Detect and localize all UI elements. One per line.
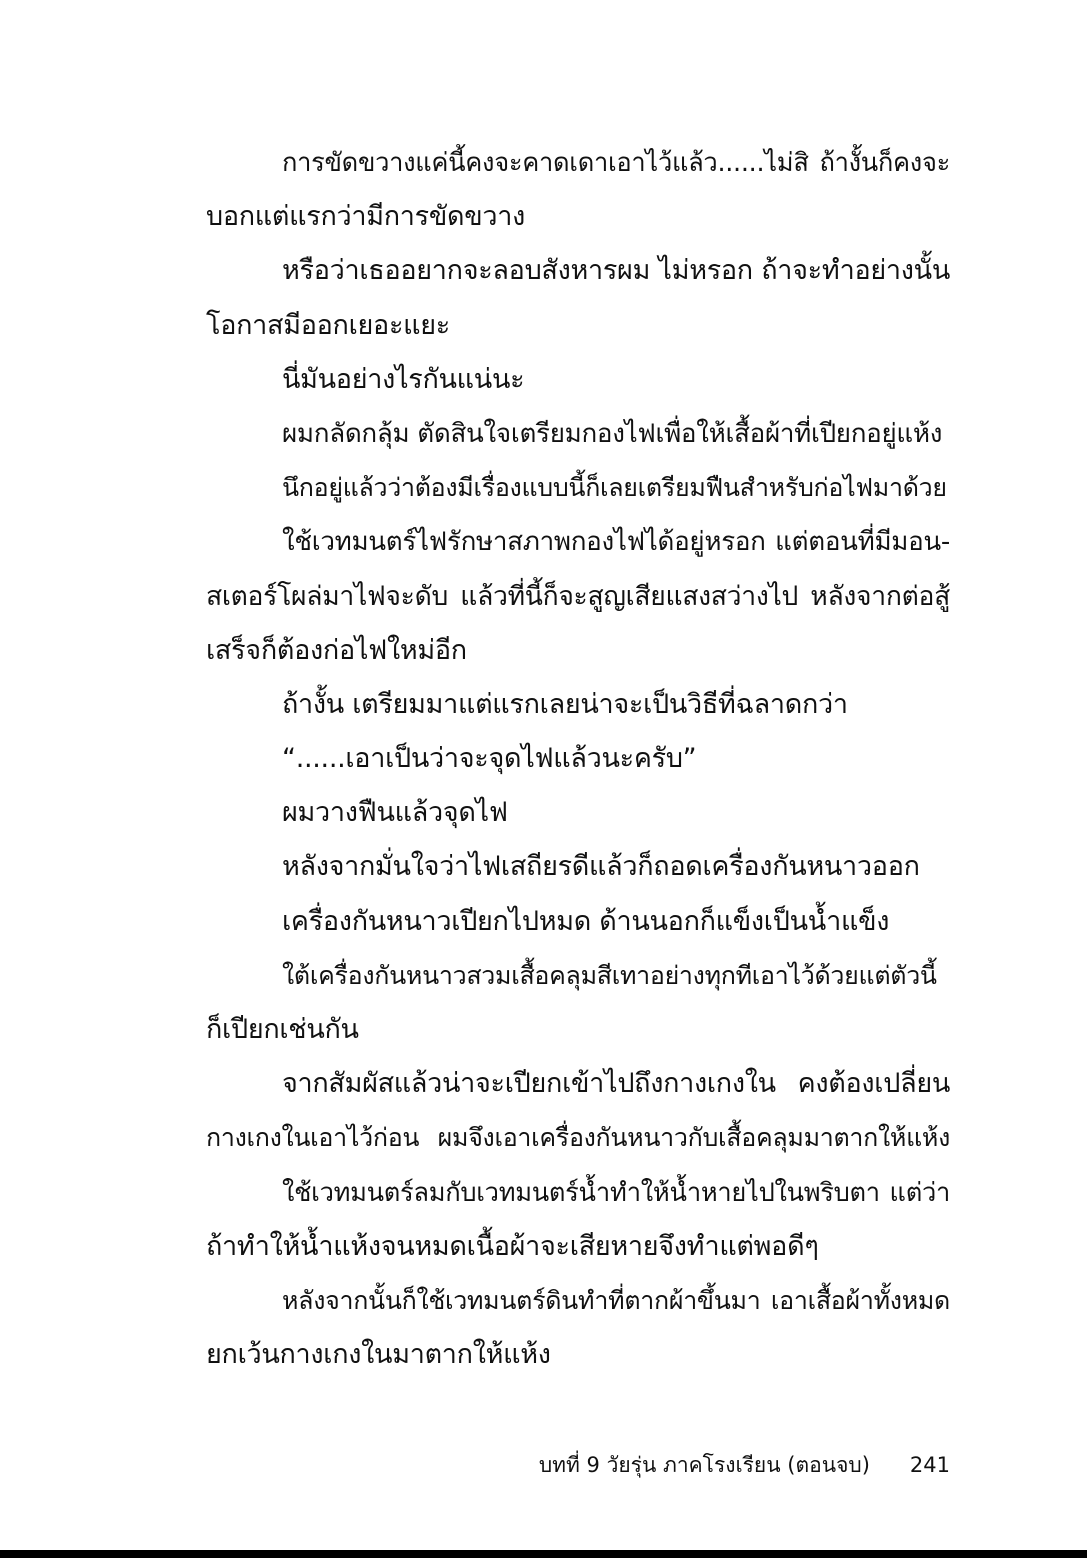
text-line: โอกาสมีออกเยอะแยะ	[206, 309, 450, 341]
text-line: จากสัมผัสแล้วน่าจะเปียกเข้าไปถึงกางเกงใน คงต้องเปลี่ยน	[282, 1068, 950, 1100]
text-line: นึกอยู่แล้วว่าต้องมีเรื่องแบบนี้ก็เลยเตรียมฟืนสำหรับก่อไฟมาด้วย	[282, 473, 947, 503]
text-line: ก็เปียกเช่นกัน	[206, 1014, 359, 1045]
bottom-edge-bar	[0, 1550, 1087, 1558]
text-line: เสร็จก็ต้องก่อไฟใหม่อีก	[206, 634, 467, 666]
text-line: ถ้าทำให้น้ำแห้งจนหมดเนื้อผ้าจะเสียหายจึงทำแต่พอดีๆ	[206, 1230, 819, 1262]
text-line: กางเกงในเอาไว้ก่อน ผมจึงเอาเครื่องกันหนาวกับเสื้อคลุมมาตากให้แห้ง	[206, 1123, 950, 1153]
text-line: ใช้เวทมนตร์ลมกับเวทมนตร์น้ำทำให้น้ำหายไปในพริบตา แต่ว่า	[282, 1177, 950, 1208]
text-line: สเตอร์โผล่มาไฟจะดับ แล้วที่นี้ก็จะสูญเสียแสงสว่างไป หลังจากต่อสู้	[206, 580, 950, 612]
text-line: หรือว่าเธออยากจะลอบสังหารผม ไม่หรอก ถ้าจะทำอย่างนั้น	[282, 255, 950, 287]
text-line: ยกเว้นกางเกงในมาตากให้แห้ง	[206, 1339, 551, 1371]
text-line: บอกแต่แรกว่ามีการขัดขวาง	[206, 201, 525, 233]
page-body	[206, 136, 950, 1382]
text-line: นี่มันอย่างไรกันแน่นะ	[282, 363, 525, 395]
text-line: “......เอาเป็นว่าจะจุดไฟแล้วนะครับ”	[282, 743, 697, 775]
chapter-title: บทที่ 9 วัยรุ่น ภาคโรงเรียน (ตอนจบ)	[538, 1453, 870, 1477]
text-line: ใช้เวทมนตร์ไฟรักษาสภาพกองไฟได้อยู่หรอก แต่ตอนที่มีมอน-	[282, 527, 950, 558]
text-line: ถ้างั้น เตรียมมาแต่แรกเลยน่าจะเป็นวิธีที่ฉลาดกว่า	[282, 688, 848, 720]
text-line: หลังจากมั่นใจว่าไฟเสถียรดีแล้วก็ถอดเครื่องกันหนาวออก	[282, 851, 920, 883]
text-line: เครื่องกันหนาวเปียกไปหมด ด้านนอกก็แข็งเป็นน้ำแข็ง	[282, 905, 890, 937]
text-line: การขัดขวางแค่นี้คงจะคาดเดาเอาไว้แล้ว......ไม่สิ ถ้างั้นก็คงจะ	[282, 148, 950, 178]
text-line: ใต้เครื่องกันหนาวสวมเสื้อคลุมสีเทาอย่างทุกทีเอาไว้ด้วยแต่ตัวนี้	[282, 960, 937, 990]
text-line: ผมกลัดกลุ้ม ตัดสินใจเตรียมกองไฟเพื่อให้เสื้อผ้าที่เปียกอยู่แห้ง	[282, 418, 943, 449]
text-line: ผมวางฟืนแล้วจุดไฟ	[282, 797, 508, 829]
page-footer	[539, 1445, 950, 1485]
page-number: 241	[909, 1453, 950, 1477]
text-line: หลังจากนั้นก็ใช้เวทมนตร์ดินทำที่ตากผ้าขึ้นมา เอาเสื้อผ้าทั้งหมด	[282, 1285, 950, 1315]
